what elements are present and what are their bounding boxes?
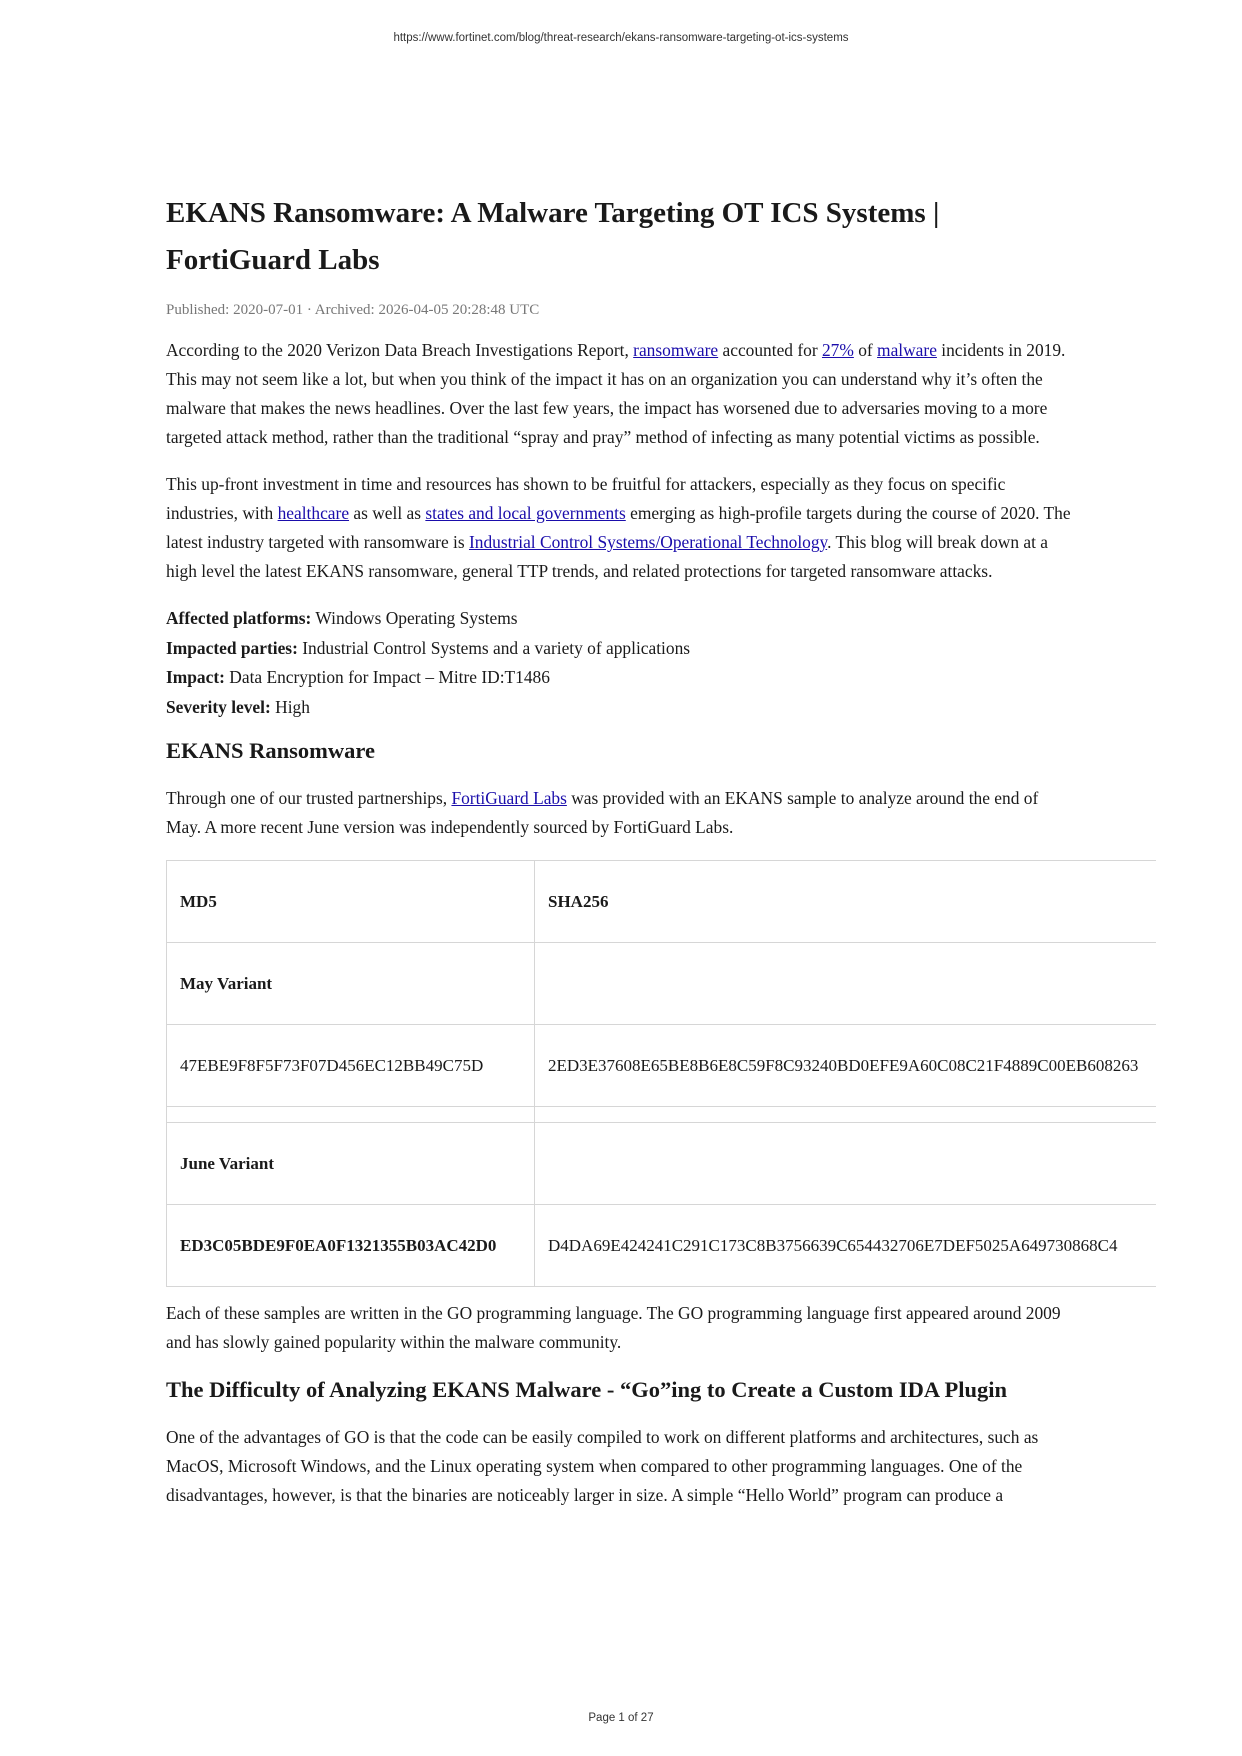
- go-advantages-paragraph: One of the advantages of GO is that the code can be easily compiled to work on different platforms and architectures, such as MacOS, Microsoft Windows, and the Linux operating system when compared to other programming languages. One of the disadvantages, however, is that the binaries are noticeably larger in size. A simple “Hello World” program can produce a: [166, 1427, 1039, 1505]
- june-md5: ED3C05BDE9F0EA0F1321355B03AC42D0: [167, 1205, 535, 1287]
- june-sha256: D4DA69E424241C291C173C8B3756639C654432706E7DEF5025A649730868C4: [535, 1205, 1157, 1287]
- targets-paragraph: This up-front investment in time and resources has shown to be fruitful for attackers, especially as they focus on specific industries, with healthcare as well as states and local governments emerging as high-profile targets during the course of 2020. The latest industry targeted with ransomware is Industrial Control Systems/Operational Technology. This blog will break down at a high level the latest EKANS ransomware, general TTP trends, and related protections for targeted ransomware attacks.: [166, 474, 1071, 581]
- article: [166, 190, 1139, 1528]
- table-row-spacer: [167, 1107, 1157, 1123]
- fact-impact: Impact: Data Encryption for Impact – Mitre ID:T1486: [166, 667, 550, 687]
- table-row: [167, 1123, 1157, 1205]
- fact-affected-platforms: Affected platforms: Windows Operating Systems: [166, 608, 518, 628]
- fact-impacted-parties: Impacted parties: Industrial Control Systems and a variety of applications: [166, 637, 691, 658]
- go-language-paragraph: Each of these samples are written in the GO programming language. The GO programming language first appeared around 2009 and has slowly gained popularity within the malware community.: [166, 1303, 1061, 1352]
- may-md5: 47EBE9F8F5F73F07D456EC12BB49C75D: [167, 1025, 535, 1107]
- ics-ot-link[interactable]: Industrial Control Systems/Operational Technology: [468, 532, 828, 552]
- intro-paragraph: According to the 2020 Verizon Data Breach Investigations Report, ransomware accounted for 27% of malware incidents in 2019. This may not seem like a lot, but when you think of the impact it has on an organization you can understand why it’s often the malware that makes the news headlines. Over the last few years, the impact has worsened due to adversaries moving to a more targeted attack method, rather than the traditional “spray and pray” method of infecting as many potential victims as possible.: [166, 340, 1066, 447]
- page-number: Page 1 of 27: [588, 1712, 654, 1724]
- hash-table: [166, 860, 1156, 1287]
- june-variant-label: June Variant: [167, 1123, 535, 1205]
- article-meta: Published: 2020-07-01 · Archived: 2026-04-05 20:28:48 UTC: [166, 302, 540, 318]
- fortiguard-labs-link[interactable]: FortiGuard Labs: [451, 788, 567, 808]
- table-row: [167, 1205, 1157, 1287]
- table-header-sha256: SHA256: [535, 861, 1157, 943]
- sample-paragraph: Through one of our trusted partnerships, FortiGuard Labs was provided with an EKANS sample to analyze around the end of May. A more recent June version was independently sourced by FortiGuard Labs.: [166, 788, 1039, 837]
- table-row: [167, 861, 1157, 943]
- state-local-governments-link[interactable]: states and local governments: [425, 503, 626, 523]
- page-url-header: https://www.fortinet.com/blog/threat-research/ekans-ransomware-targeting-ot-ics-systems: [393, 32, 849, 44]
- section-heading-ekans: EKANS Ransomware: [166, 738, 375, 763]
- 27-percent-link[interactable]: 27%: [821, 340, 854, 360]
- table-cell-empty: [535, 943, 1157, 1025]
- threat-facts: [166, 604, 1076, 722]
- table-row: [167, 943, 1157, 1025]
- hash-table-wrapper: [166, 860, 1156, 1287]
- may-sha256: 2ED3E37608E65BE8B6E8C59F8C93240BD0EFE9A60C08C21F4889C00EB608263: [535, 1025, 1157, 1107]
- section-heading-difficulty: The Difficulty of Analyzing EKANS Malware - “Go”ing to Create a Custom IDA Plugin: [166, 1377, 1008, 1402]
- table-header-md5: MD5: [167, 861, 535, 943]
- malware-link[interactable]: malware: [877, 340, 937, 360]
- table-cell-empty: [535, 1123, 1157, 1205]
- may-variant-label: May Variant: [167, 943, 535, 1025]
- article-title: EKANS Ransomware: A Malware Targeting OT ICS Systems | FortiGuard Labs: [166, 197, 940, 276]
- ransomware-link[interactable]: ransomware: [633, 340, 719, 360]
- table-cell-empty: [167, 1107, 535, 1123]
- table-cell-empty: [535, 1107, 1157, 1123]
- table-row: [167, 1025, 1157, 1107]
- fact-severity-level: Severity level: High: [166, 696, 310, 717]
- healthcare-link[interactable]: healthcare: [277, 503, 350, 523]
